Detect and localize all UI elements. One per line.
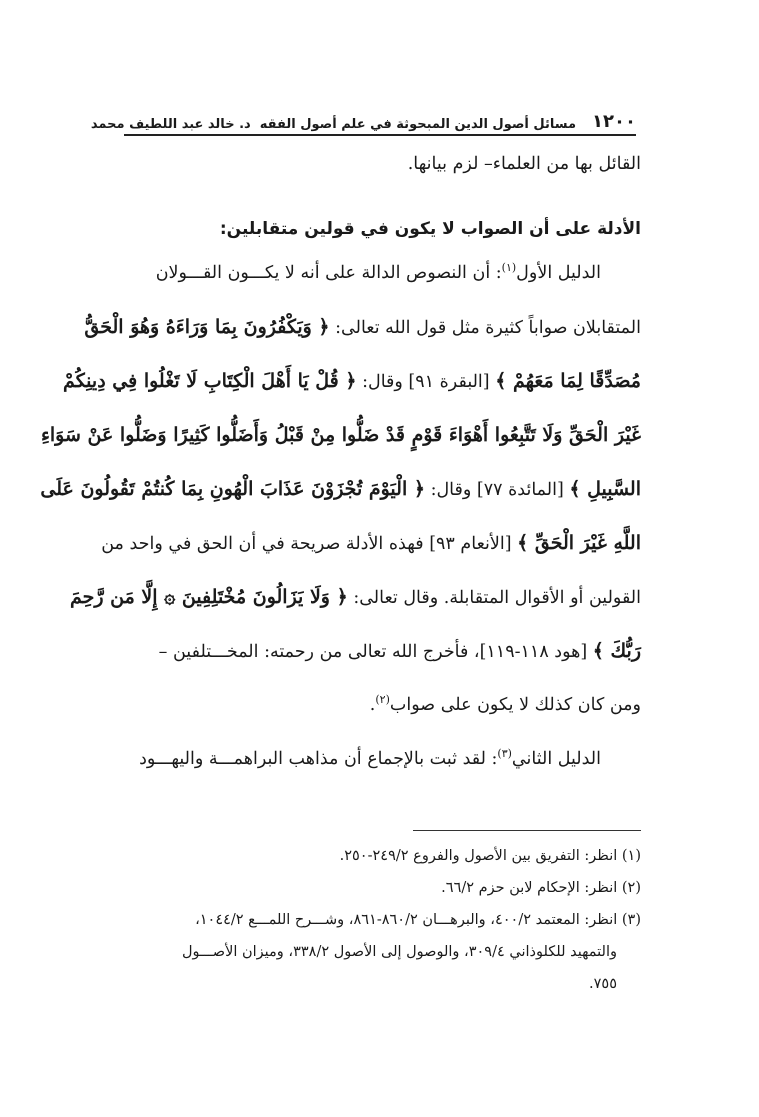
text-line — [96, 246, 641, 300]
text-line — [96, 678, 641, 732]
footnote-ref: (١) — [501, 261, 517, 275]
text-span: [هود ١١٨-١١٩]، فأخرج الله تعالى من رحمته: المخـــتلفين – — [158, 642, 588, 662]
text-span: . — [369, 695, 376, 715]
quran-verse: غَيْرَ الْحَقِّ وَلَا تَتَّبِعُوا أَهْوَاءَ قَوْمٍ قَدْ ضَلُّوا مِنْ قَبْلُ وَأَضَلُّوا كَثِيرًا وَضَلُّوا عَنْ سَوَاءِ — [40, 424, 641, 446]
text-span: المتقابلان صواباً كثيرة مثل قول الله تعالى: — [335, 318, 641, 338]
heading-text: الأدلة على أن الصواب لا يكون في قولين متقابلين: — [219, 219, 641, 239]
text-line — [69, 570, 641, 624]
quran-verse: رَبُّكَ ﴾ — [592, 640, 641, 662]
quran-verse: مُصَدِّقًا لِمَا مَعَهُمْ ﴾ — [495, 370, 641, 392]
text-span: القولين أو الأقوال المتقابلة. وقال تعالى: — [353, 588, 641, 608]
text-span: : أن النصوص الدالة على أنه لا يكـــون القـــولان — [155, 263, 502, 283]
text-line — [63, 354, 641, 408]
header-book-title: مسائل أصول الدين المبحوثة في علم أصول الفقه — [259, 117, 577, 132]
text-span: [الأنعام ٩٣] فهذه الأدلة صريحة في أن الحق في واحد من — [101, 534, 512, 554]
quran-verse: ﴿ وَلَا يَزَالُونَ مُخْتَلِفِينَ ۞ إِلَّا مَن رَّحِمَ — [69, 586, 348, 608]
text-span: الدليل الثاني — [511, 749, 601, 769]
footnote-3-cont: ٧٥٥. — [589, 976, 617, 992]
quran-verse: ﴿ وَيَكْفُرُونَ بِمَا وَرَاءَهُ وَهُوَ الْحَقُّ — [84, 316, 330, 338]
quran-verse: ﴿ قُلْ يَا أَهْلَ الْكِتَابِ لَا تَغْلُوا فِي دِينِكُمْ — [63, 370, 357, 392]
footnote-ref: (٣) — [497, 747, 512, 761]
quran-verse: اللَّهِ غَيْرَ الْحَقِّ ﴾ — [517, 532, 641, 554]
text-span: القائل بها من العلماء– لزم بيانها. — [407, 154, 641, 174]
text-span: : لقد ثبت بالإجماع أن مذاهب البراهمـــة واليهـــود — [139, 749, 498, 769]
quran-verse: السَّبِيلِ ﴾ — [569, 478, 641, 500]
quran-verse: ﴿ الْيَوْمَ تُجْزَوْنَ عَذَابَ الْهُونِ بِمَا كُنتُمْ تَقُولُونَ عَلَى — [40, 478, 425, 500]
text-line — [84, 300, 641, 354]
text-line — [96, 516, 641, 570]
footnote-separator — [413, 830, 641, 831]
running-header — [90, 106, 636, 132]
text-line — [40, 462, 641, 516]
text-span: [المائدة ٧٧] وقال: — [430, 480, 564, 500]
text-line — [96, 624, 641, 678]
footnote-ref: (٢) — [375, 693, 390, 707]
header-rule — [124, 134, 636, 136]
footnote-3-cont: والتمهيد للكلوذاني ٣٠٩/٤، والوصول إلى الأصول ٣٣٨/٢، وميزان الأصـــول — [182, 944, 617, 960]
text-line — [96, 732, 641, 786]
footnotes — [96, 840, 641, 1000]
text-line — [96, 142, 641, 186]
page-number: ١٢٠٠ — [592, 111, 636, 132]
header-author: د. خالد عبد اللطيف محمد — [90, 117, 251, 132]
text-span: ومن كان كذلك لا يكون على صواب — [389, 695, 641, 715]
text-span: [البقرة ٩١] وقال: — [362, 372, 490, 392]
header-title — [91, 117, 592, 132]
footnote-1: (١) انظر: التفريق بين الأصول والفروع ٢٤٩/٢-٢٥٠. — [339, 848, 641, 864]
section-heading — [96, 186, 641, 246]
text-span: الدليل الأول — [516, 263, 601, 283]
footnote-3: (٣) انظر: المعتمد ٤٠٠/٢، والبرهـــان ٨٦٠/٢-٨٦١، وشـــرح اللمـــع ١٠٤٤/٢، — [195, 912, 641, 928]
footnote-2: (٢) انظر: الإحكام لابن حزم ٦٦/٢. — [441, 880, 641, 896]
body-text — [40, 142, 641, 786]
text-line — [40, 408, 641, 462]
